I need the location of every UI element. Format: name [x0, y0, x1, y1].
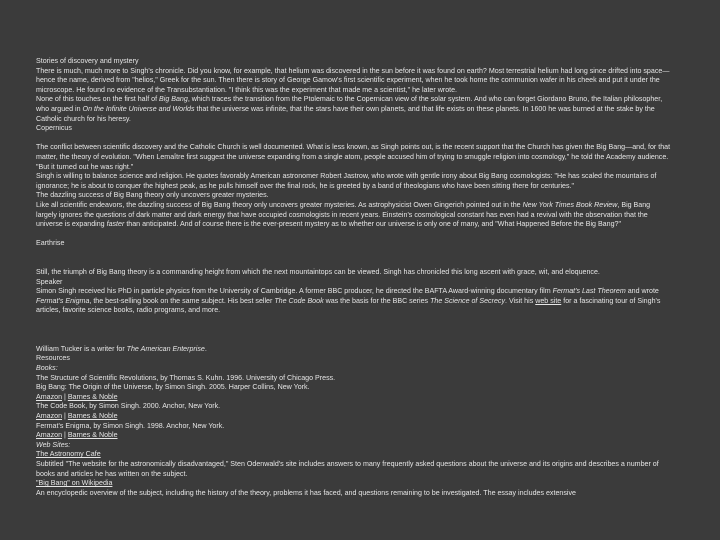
web-site-link[interactable]: web site [535, 296, 562, 305]
image-caption: Copernicus [36, 124, 72, 133]
store-links: Amazon | Barnes & Noble [36, 392, 118, 401]
amazon-link[interactable]: Amazon [36, 411, 63, 420]
paragraph: The conflict between scientific discovery and the Catholic Church is well documented. What is less known, as Singh points out, is the recent support that the Church has given the Big Bang—and, for that matter, the theory of evolution. "When Lemaître first suggest the universe expanding from a single atom, people accused him of trying to smuggle religion into cosmology," he told the Academy audience. "But it turned out he was right." [36, 143, 671, 171]
section-heading: Stories of discovery and mystery [36, 57, 139, 65]
store-links: Amazon | Barnes & Noble [36, 431, 118, 440]
writer-credit: William Tucker is a writer for The American Enterprise. [36, 344, 207, 353]
paragraph: Still, the triumph of Big Bang theory is a commanding height from which the next mountaintops can be viewed. Singh has chronicled this long ascent with grace, wit, and eloquence. [36, 268, 600, 277]
paragraph: There is much, much more to Singh's chronicle. Did you know, for example, that helium was discovered in the sun before it was found on earth? Most terrestrial helium had long since drifted into space—hence the name, derived from "helios," Greek for the sun. Then there is story of George Gamow's first scientific experiment, when he took home the communion wafer in his cheek and put it under the microscope. He found no evidence of the Transubstantiation. "I think this was the experiment that made me a scientist," he later wrote. [36, 66, 670, 94]
image-caption: Earthrise [36, 239, 65, 248]
website-entry [36, 479, 672, 489]
barnes-noble-link[interactable]: Barnes & Noble [67, 392, 118, 401]
store-links: Amazon | Barnes & Noble [36, 411, 118, 420]
amazon-link[interactable]: Amazon [36, 431, 63, 440]
emphasis: faster [106, 220, 125, 229]
barnes-noble-link[interactable]: Barnes & Noble [67, 431, 118, 440]
amazon-link[interactable]: Amazon [36, 392, 63, 401]
article [36, 57, 672, 498]
paragraph: None of this touches on the first half of Big Bang, which traces the transition from the Ptolemaic to the Copernican view of the solar system. And who can forget Giordano Bruno, the Italian philosopher, who argued in On the Infinite Universe and Worlds that the universe was infinite, that the stars have their own planets, and that life exists on these planets. In 1600 he was burned at the stake by the Catholic church for his heresy. [36, 95, 663, 123]
book-entry: Big Bang: The Origin of the Universe, by Simon Singh. 2005. Harper Collins, New York. [36, 383, 310, 392]
resources-heading: Resources [36, 354, 70, 363]
astronomy-cafe-link[interactable]: The Astronomy Cafe [36, 450, 101, 459]
author-bio-paragraph: Simon Singh received his PhD in particle physics from the University of Cambridge. A former BBC producer, he directed the BAFTA Award-winning documentary film Fermat's Last Theorem and wrote Fermat's Enigma, the best-selling book on the same subject. His best seller The Code Book was the basis for the BBC series The Science of Secrecy. Visit his web site for a fascinating tour of Singh's articles, favorite science books, radio programs, and more. [36, 287, 661, 315]
image-caption: Speaker [36, 277, 63, 286]
publication-title: New York Times Book Review [522, 200, 618, 209]
books-heading: Books: [36, 364, 58, 373]
barnes-noble-link[interactable]: Barnes & Noble [67, 411, 118, 420]
book-title: Big Bang [159, 95, 188, 104]
wikipedia-big-bang-link[interactable]: "Big Bang" on Wikipedia [36, 479, 113, 488]
paragraph: Like all scientific endeavors, the dazzling success of Big Bang theory only uncovers greater mysteries. As astrophysicist Owen Gingerich pointed out in the New York Times Book Review, Big Bang largely ignores the questions of dark matter and dark energy that have occupied cosmologists in recent years. Einstein's cosmological constant has even had a revival with the observation that the universe is expanding faster than anticipated. And of course there is the ever-present mystery as to whether our universe is only one of many, and "What Happened Before the Big Bang?" [36, 200, 651, 229]
website-description: An encyclopedic overview of the subject, including the history of the theory, problems it has faced, and questions remaining to be investigated. The essay includes extensive [36, 488, 576, 497]
website-description: Subtitled "The website for the astronomically disadvantaged," Sten Odenwald's site includes answers to many frequently asked questions about the universe and its origins and describes a number of books and articles he has written on the subject. [36, 459, 659, 478]
paragraph: Singh is willing to balance science and religion. He quotes favorably American astronomer Robert Jastrow, who wrote with gentle irony about Big Bang cosmologists: "He has scaled the mountains of ignorance; he is about to conquer the highest peak, as he pulls himself over the final rock, he is greeted by a band of theologians who have been sitting there for centuries." [36, 172, 657, 190]
websites-heading: Web Sites: [36, 440, 71, 449]
book-title: On the Infinite Universe and Worlds [82, 104, 195, 113]
website-entry [36, 450, 672, 460]
paragraph: The dazzling success of Big Bang theory only uncovers greater mysteries. [36, 191, 269, 200]
book-entry: The Code Book, by Simon Singh. 2000. Anchor, New York. [36, 402, 221, 411]
book-entry: The Structure of Scientific Revolutions, by Thomas S. Kuhn. 1996. University of Chicago Press. [36, 373, 336, 382]
book-entry: Fermat's Enigma, by Simon Singh. 1998. Anchor, New York. [36, 421, 225, 430]
